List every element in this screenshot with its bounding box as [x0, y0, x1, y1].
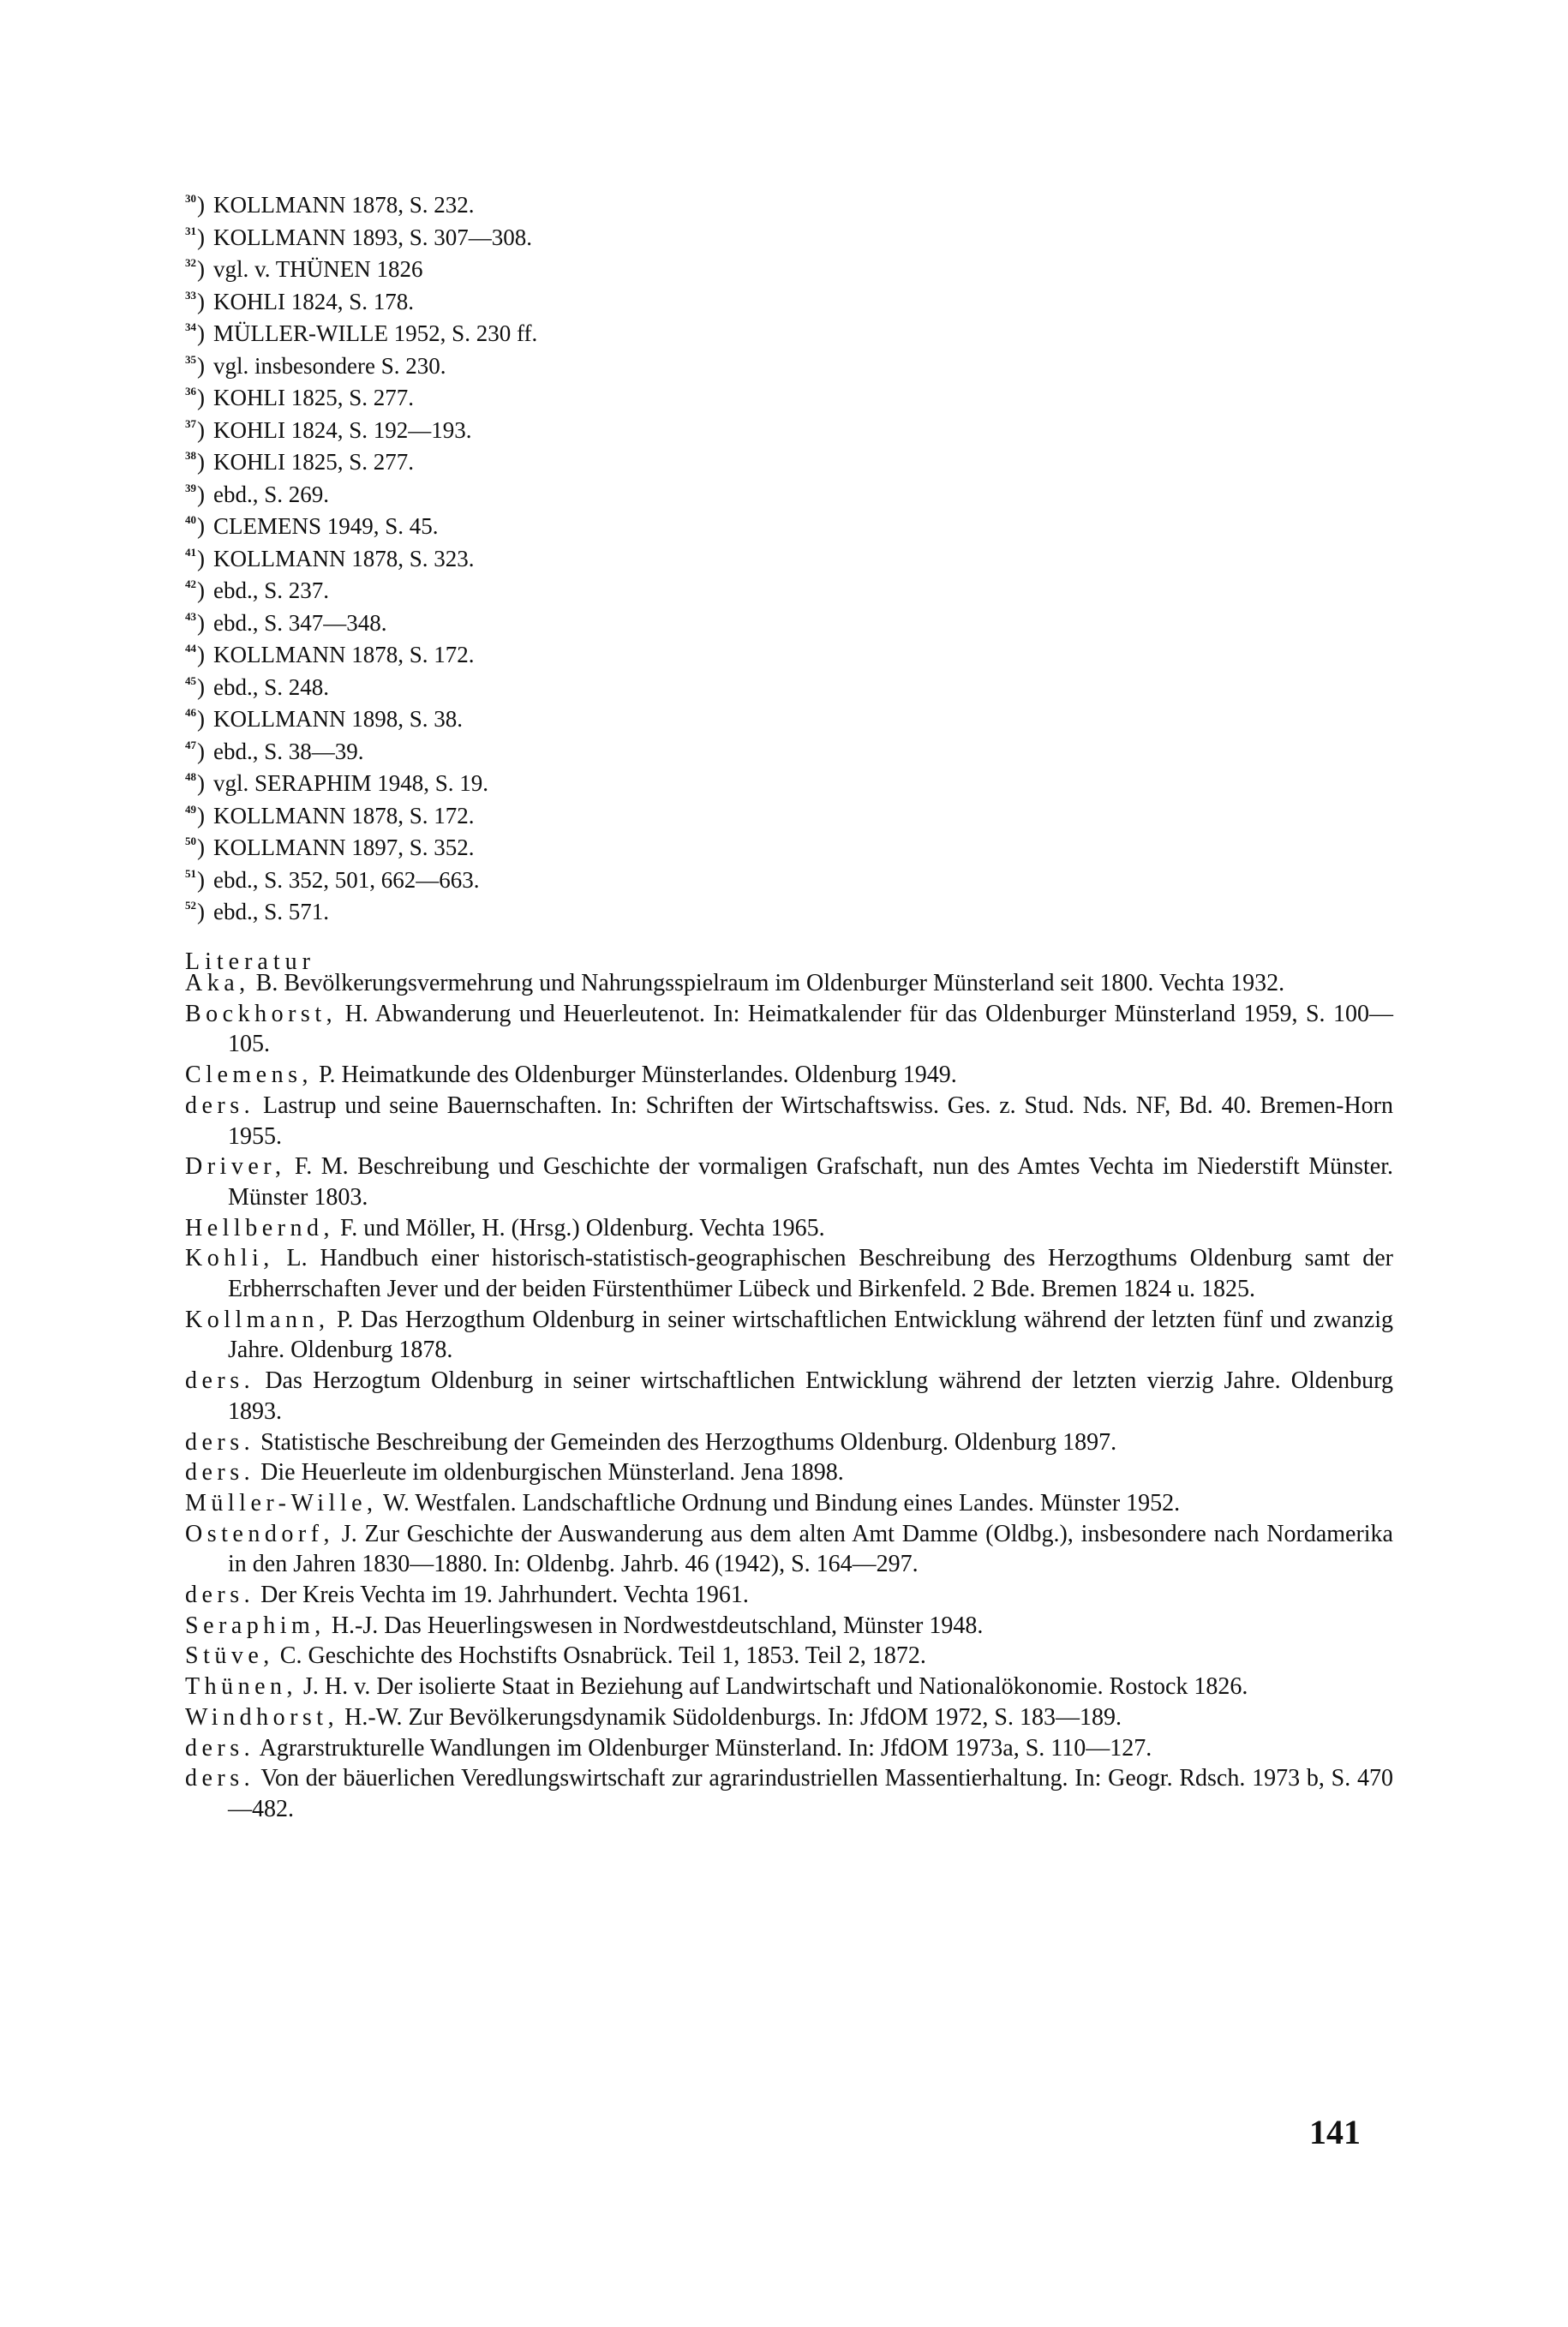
entry-text: F. und Möller, H. (Hrsg.) Oldenburg. Vechta 1965.: [333, 1214, 825, 1241]
footnote-text: ebd., S. 248.: [213, 673, 329, 700]
bibliography-entry: [185, 1580, 1393, 1611]
entry-text: C. Geschichte des Hochstifts Osnabrück. Teil 1, 1853. Teil 2, 1872.: [273, 1642, 926, 1670]
footnote-paren: ): [197, 738, 205, 764]
footnotes-list: [185, 182, 956, 922]
footnote-paren: ): [197, 192, 205, 218]
entry-text: Das Herzogtum Oldenburg in seiner wirtschaftlichen Entwicklung während der letzten vierzig Jahre. Oldenburg 1893.: [228, 1367, 1393, 1425]
bibliography-entry: [185, 1243, 1393, 1304]
entry-text: H. Abwanderung und Heuerleutenot. In: Heimatkalender für das Oldenburger Münsterland 1959, S. 100—105.: [228, 1000, 1393, 1058]
entry-author: Aka,: [185, 970, 250, 996]
footnote-number: 39: [185, 481, 196, 494]
entry-text: P. Heimatkunde des Oldenburger Münsterlandes. Oldenburg 1949.: [313, 1062, 957, 1089]
footnote: [185, 697, 956, 732]
entry-author: ders.: [185, 1459, 255, 1487]
footnote-paren: ): [197, 385, 205, 410]
bibliography-entry: [185, 1152, 1393, 1212]
footnote-paren: ): [197, 770, 205, 796]
entry-text: Die Heuerleute im oldenburgischen Münsterland. Jena 1898.: [254, 1459, 844, 1487]
footnote: [185, 375, 956, 408]
bibliography-entry: [185, 1672, 1393, 1702]
footnote: [185, 311, 956, 344]
footnote-number: 36: [185, 385, 196, 398]
footnote-text: KOHLI 1824, S. 178.: [213, 288, 414, 314]
footnote: [185, 408, 956, 443]
entry-author: Thünen,: [185, 1673, 298, 1701]
footnote-text: MÜLLER-WILLE 1952, S. 230 ff.: [213, 320, 538, 346]
footnote: [185, 568, 956, 601]
entry-author: Seraphim,: [185, 1612, 326, 1639]
footnote-text: KOLLMANN 1878, S. 172.: [213, 802, 475, 829]
entry-author: Hellbernd,: [185, 1214, 334, 1241]
page-number: 141: [1309, 2113, 1361, 2151]
footnote-paren: ): [197, 256, 205, 282]
footnote-number: 31: [185, 224, 196, 237]
bibliography-entry: [185, 1488, 1393, 1519]
entry-text: J. H. v. Der isolierte Staat in Beziehung auf Landwirtschaft und Nationalökonomie. Rostock 1826.: [297, 1673, 1248, 1701]
footnote: [185, 536, 956, 569]
bibliography-entry: [185, 1213, 1393, 1244]
bibliography-entry: [185, 1641, 1393, 1672]
footnote-paren: ): [197, 513, 205, 539]
footnote-number: 48: [185, 770, 196, 783]
entry-author: ders.: [185, 1765, 255, 1792]
footnote-text: KOLLMANN 1878, S. 323.: [213, 545, 475, 571]
footnote: [185, 504, 956, 539]
footnote-text: ebd., S. 352, 501, 662—663.: [213, 866, 480, 893]
footnote: [185, 632, 956, 665]
bibliography-entry: [185, 1519, 1393, 1580]
footnote: [185, 825, 956, 858]
footnote-paren: ): [197, 834, 205, 860]
footnote: [185, 182, 956, 218]
footnote-number: 40: [185, 513, 196, 526]
footnote-number: 37: [185, 416, 196, 430]
footnote-paren: ): [197, 609, 205, 636]
footnote-paren: ): [197, 416, 205, 443]
bibliography-entry: [185, 1366, 1393, 1427]
footnote-text: KOLLMANN 1878, S. 172.: [213, 642, 475, 667]
footnote-text: ebd., S. 571.: [213, 899, 329, 924]
footnote: [185, 247, 956, 282]
footnote: [185, 601, 956, 636]
footnote-number: 49: [185, 802, 196, 816]
entry-author: Windhorst,: [185, 1703, 339, 1731]
footnote: [185, 279, 956, 312]
entry-text: J. Zur Geschichte der Auswanderung aus dem alten Amt Damme (Oldbg.), insbesondere nach Nordamerika in den Jahren 1830—1880. In: Oldenbg. Jahrb. 46 (1942), S. 164—297.: [228, 1520, 1393, 1578]
entry-author: Müller-Wille,: [185, 1489, 378, 1516]
footnote-number: 30: [185, 192, 196, 205]
entry-author: Ostendorf,: [185, 1520, 334, 1547]
entry-text: P. Das Herzogthum Oldenburg in seiner wirtschaftlichen Entwicklung während der letzten fünf und zwanzig Jahre. Oldenburg 1878.: [228, 1306, 1393, 1364]
footnote-paren: ): [197, 224, 205, 250]
footnote-text: CLEMENS 1949, S. 45.: [213, 513, 439, 539]
entry-author: ders.: [185, 1367, 255, 1395]
entry-author: Kohli,: [185, 1245, 274, 1272]
bibliography-list: [185, 968, 1393, 1825]
footnote-paren: ): [197, 642, 205, 667]
entry-author: Clemens,: [185, 1062, 313, 1089]
entry-text: L. Handbuch einer historisch-statistisch-geographischen Beschreibung des Herzogthums Oldenburg samt der Erbherrschaften Jever und der beiden Fürstenthümer Lübeck und Birkenfeld. 2 Bde. Bremen 1824 u. 1825.: [228, 1245, 1393, 1303]
bibliography-entry: [185, 1611, 1393, 1642]
footnote-number: 42: [185, 577, 196, 590]
entry-author: ders.: [185, 1734, 255, 1762]
bibliography-entry: [185, 1427, 1393, 1458]
footnote-number: 41: [185, 545, 196, 559]
entry-text: H.-W. Zur Bevölkerungsdynamik Südoldenburgs. In: JfdOM 1972, S. 183—189.: [338, 1703, 1122, 1731]
bibliography-entry: [185, 999, 1393, 1060]
footnote-text: KOHLI 1824, S. 192—193.: [213, 416, 472, 443]
entry-text: Der Kreis Vechta im 19. Jahrhundert. Vechta 1961.: [254, 1582, 749, 1609]
entry-author: Driver,: [185, 1153, 286, 1181]
entry-author: ders.: [185, 1428, 255, 1456]
footnote-text: KOLLMANN 1897, S. 352.: [213, 834, 475, 860]
footnote: [185, 472, 956, 505]
footnote-text: KOLLMANN 1878, S. 232.: [213, 192, 475, 218]
footnote-paren: ): [197, 449, 205, 475]
footnote-text: KOLLMANN 1893, S. 307—308.: [213, 224, 533, 250]
footnote-text: KOLLMANN 1898, S. 38.: [213, 706, 464, 732]
footnote: [185, 344, 956, 379]
footnote-number: 50: [185, 834, 196, 847]
footnote-text: KOHLI 1825, S. 277.: [213, 449, 414, 475]
footnote-paren: ): [197, 899, 205, 924]
footnote: [185, 793, 956, 829]
footnote-number: 45: [185, 673, 196, 687]
footnote-text: ebd., S. 237.: [213, 577, 329, 603]
footnote-paren: ): [197, 320, 205, 346]
entry-text: Agrarstrukturelle Wandlungen im Oldenburger Münsterland. In: JfdOM 1973a, S. 110—127.: [254, 1734, 1152, 1762]
entry-text: Von der bäuerlichen Veredlungswirtschaft zur agrarindustriellen Massentierhaltung. In: Geogr. Rdsch. 1973 b, S. 470—482.: [228, 1765, 1393, 1822]
entry-author: Kollmann,: [185, 1306, 330, 1333]
footnote-number: 52: [185, 899, 196, 912]
bibliography-entry: [185, 1733, 1393, 1764]
footnote-paren: ): [197, 802, 205, 829]
bibliography-entry: [185, 1060, 1393, 1091]
footnote-text: ebd., S. 38—39.: [213, 738, 364, 764]
footnote-paren: ): [197, 545, 205, 571]
bibliography-entry: [185, 1763, 1393, 1824]
footnote-number: 43: [185, 609, 196, 623]
footnote-text: KOHLI 1825, S. 277.: [213, 385, 414, 410]
entry-text: Statistische Beschreibung der Gemeinden des Herzogthums Oldenburg. Oldenburg 1897.: [254, 1428, 1117, 1456]
literature-heading: Literatur: [185, 948, 315, 975]
entry-author: Stüve,: [185, 1642, 274, 1670]
entry-text: B. Bevölkerungsvermehrung und Nahrungsspielraum im Oldenburger Münsterland seit 1800. Vechta 1932.: [249, 970, 1285, 996]
footnote-text: vgl. SERAPHIM 1948, S. 19.: [213, 770, 489, 796]
bibliography-entry: [185, 968, 1393, 999]
footnote-paren: ): [197, 673, 205, 700]
footnote: [185, 761, 956, 796]
footnote-paren: ): [197, 706, 205, 732]
footnote-number: 33: [185, 288, 196, 302]
footnote-paren: ): [197, 481, 205, 507]
entry-text: Lastrup und seine Bauernschaften. In: Schriften der Wirtschaftswiss. Ges. z. Stud. Nds. NF, Bd. 40. Bremen-Horn 1955.: [228, 1092, 1393, 1150]
footnote-number: 46: [185, 706, 196, 719]
entry-text: F. M. Beschreibung und Geschichte der vormaligen Grafschaft, nun des Amtes Vechta im Niederstift Münster. Münster 1803.: [228, 1153, 1393, 1211]
footnote: [185, 858, 956, 893]
footnote: [185, 889, 956, 922]
footnote-number: 34: [185, 320, 196, 333]
footnote-number: 35: [185, 352, 196, 366]
footnote: [185, 440, 956, 475]
footnote-number: 51: [185, 866, 196, 880]
entry-author: ders.: [185, 1582, 255, 1609]
bibliography-entry: [185, 1457, 1393, 1488]
bibliography-entry: [185, 1091, 1393, 1152]
footnote-number: 32: [185, 256, 196, 269]
entry-text: H.-J. Das Heuerlingswesen in Nordwestdeutschland, Münster 1948.: [325, 1612, 984, 1639]
entry-author: Bockhorst,: [185, 1000, 338, 1027]
footnote-number: 44: [185, 642, 196, 655]
entry-text: W. Westfalen. Landschaftliche Ordnung und Bindung eines Landes. Münster 1952.: [377, 1489, 1181, 1516]
bibliography-entry: [185, 1702, 1393, 1733]
footnote-text: ebd., S. 269.: [213, 481, 329, 507]
footnote-text: vgl. v. THÜNEN 1826: [213, 256, 423, 282]
footnote-number: 38: [185, 449, 196, 462]
footnote: [185, 215, 956, 248]
footnote-text: ebd., S. 347—348.: [213, 609, 387, 636]
footnote-paren: ): [197, 577, 205, 603]
footnote-paren: ): [197, 866, 205, 893]
footnote-paren: ): [197, 352, 205, 379]
entry-author: ders.: [185, 1092, 255, 1119]
bibliography-entry: [185, 1305, 1393, 1366]
footnote: [185, 729, 956, 762]
footnote-text: vgl. insbesondere S. 230.: [213, 352, 446, 379]
footnote-number: 47: [185, 738, 196, 751]
footnote: [185, 665, 956, 700]
footnote-paren: ): [197, 288, 205, 314]
